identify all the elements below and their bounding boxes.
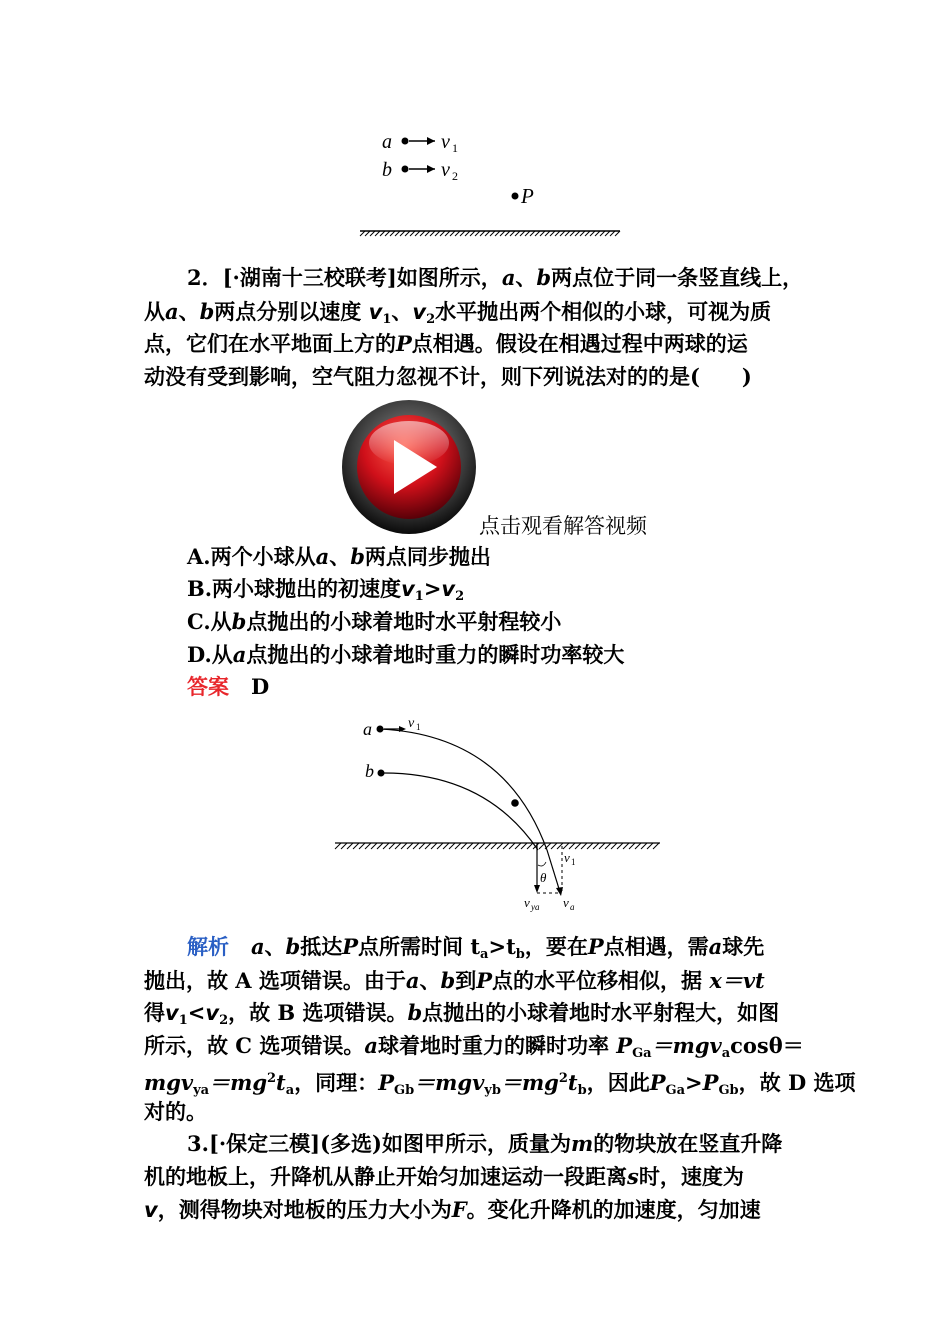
sub-Ga: Ga xyxy=(632,1046,652,1061)
fig-label-theta: θ xyxy=(540,870,547,885)
q2-sep: 、 xyxy=(178,299,200,324)
var-v2: v xyxy=(205,1001,220,1025)
q2-text: 点相遇。假设在相遇过程中两球的运 xyxy=(411,331,748,356)
var-a: a xyxy=(250,934,265,959)
hatch-mark xyxy=(515,843,521,849)
sub-2: 2 xyxy=(455,589,465,604)
q3-var-m: m xyxy=(571,1131,594,1156)
q2-sub-1: 1 xyxy=(382,312,392,327)
text: 点相遇，需 xyxy=(603,934,709,959)
hatch-mark xyxy=(569,843,575,849)
var-P: P xyxy=(587,934,604,959)
hatch-mark xyxy=(347,843,353,849)
text: 到 xyxy=(455,968,477,993)
sub-a: a xyxy=(721,1046,731,1061)
q2-line-3 xyxy=(144,329,748,359)
q2-sub-2: 2 xyxy=(426,312,436,327)
hatch-mark xyxy=(401,843,407,849)
var-P: P xyxy=(649,1070,666,1095)
sub-Gb: Gb xyxy=(718,1083,739,1098)
analysis-label: 解析 xyxy=(187,934,229,959)
answer-value: D xyxy=(250,674,270,699)
q3-line-3 xyxy=(144,1195,761,1225)
sub-2: 2 xyxy=(219,1013,229,1028)
var-b: b xyxy=(407,1000,423,1025)
text: ，要在 xyxy=(524,934,588,959)
option-text: C.从 xyxy=(187,609,232,634)
label-P: P xyxy=(521,184,534,208)
label-v1: v xyxy=(441,131,450,153)
label-a: a xyxy=(382,131,392,153)
hatch-mark xyxy=(341,843,347,849)
hatch-mark xyxy=(437,843,443,849)
q2-text: 如图所示， xyxy=(396,265,502,290)
q3-text: 如图甲所示，质量为 xyxy=(382,1131,571,1156)
var-v1: v xyxy=(401,577,415,601)
trajectory-a xyxy=(380,729,547,850)
arrow-v1-head xyxy=(427,137,435,145)
text: ，故 D 选项 xyxy=(738,1070,856,1095)
text: ，因此 xyxy=(586,1070,650,1095)
var-a: a xyxy=(364,1033,378,1058)
q2-line-4 xyxy=(144,362,752,392)
q2-var-a: a xyxy=(165,299,179,324)
q2-text: 点，它们在水平地面上方的 xyxy=(144,331,396,356)
formula: ＝mg xyxy=(500,1070,559,1095)
hatch-mark xyxy=(431,843,437,849)
video-caption[interactable]: 点击观看解答视频 xyxy=(479,514,647,538)
var-b: b xyxy=(285,934,301,959)
hatch-mark xyxy=(509,843,515,849)
hatch-mark xyxy=(503,843,509,849)
text: 抵达 xyxy=(300,934,343,959)
q2-text: 两点分别以速度 xyxy=(214,299,362,324)
var-v1: v xyxy=(165,1001,179,1025)
hatch-mark xyxy=(563,843,569,849)
hatch-mark xyxy=(575,843,581,849)
answer-line xyxy=(187,672,269,702)
text: 球着地时重力的瞬时功率 xyxy=(377,1033,609,1058)
hatch-mark xyxy=(581,843,587,849)
option-text: B.两小球抛出的初速度 xyxy=(187,576,402,601)
option-text: 点抛出的小球着地时水平射程较小 xyxy=(246,609,562,634)
hatch-mark xyxy=(599,843,605,849)
q2-var-P: P xyxy=(396,331,412,356)
formula: ＝mg xyxy=(209,1070,267,1095)
text: 点所需时间 t xyxy=(358,934,481,959)
sub-ya: ya xyxy=(193,1083,210,1098)
gt-sign: > xyxy=(685,1070,703,1095)
option-text: 两点同步抛出 xyxy=(364,544,491,569)
text: 对的。 xyxy=(144,1099,207,1124)
sep: 、 xyxy=(329,544,351,569)
hatch-mark xyxy=(443,843,449,849)
sub-Gb: Gb xyxy=(393,1083,415,1098)
hatch-mark xyxy=(383,843,389,849)
var-t: t xyxy=(567,1070,578,1095)
sep: 、 xyxy=(264,934,286,959)
q3-var-v: v xyxy=(144,1198,158,1222)
hatch-mark xyxy=(359,843,365,849)
var-P: P xyxy=(476,968,493,993)
fig-label-va: v xyxy=(563,895,569,910)
hatch-mark xyxy=(497,843,503,849)
analysis-line-5 xyxy=(144,1064,855,1106)
q2-var-a: a xyxy=(501,265,516,290)
sub-1: 1 xyxy=(414,589,424,604)
hatch-mark xyxy=(593,843,599,849)
hatch-mark xyxy=(389,843,395,849)
analysis-line-1 xyxy=(187,932,764,970)
fig-label-v1-right-sub: 1 xyxy=(571,857,576,867)
option-text: D.从 xyxy=(187,642,233,667)
fig-label-v1-sub: 1 xyxy=(416,722,421,732)
hatch-mark xyxy=(521,843,527,849)
sup-2: 2 xyxy=(558,1071,568,1086)
hatch-mark xyxy=(395,843,401,849)
hatch-mark xyxy=(365,843,371,849)
gt-sign: > xyxy=(423,576,442,601)
answer-label: 答案 xyxy=(187,674,229,699)
hatch-mark xyxy=(647,843,653,849)
fig-label-vya: v xyxy=(524,895,530,910)
fig-label-a: a xyxy=(363,719,372,739)
point-a xyxy=(402,138,409,145)
trajectory-b xyxy=(381,773,538,850)
sub-a: a xyxy=(285,1083,295,1098)
video-play-button[interactable] xyxy=(339,398,479,536)
formula: ＝mgv xyxy=(651,1033,722,1058)
fig-label-va-sub: a xyxy=(570,902,575,912)
text: 得 xyxy=(144,1000,165,1025)
hatch-mark xyxy=(629,843,635,849)
option-A xyxy=(187,542,491,572)
sup-2: 2 xyxy=(267,1071,277,1086)
q3-text: 。变化升降机的加速度，匀加速 xyxy=(466,1197,761,1222)
q2-var-v1: v xyxy=(368,300,383,324)
text: 所示，故 C 选项错误。 xyxy=(144,1033,365,1058)
sub-b: b xyxy=(577,1083,587,1098)
q3-text: 机的地板上，升降机从静止开始匀加速运动一段距离 xyxy=(144,1164,627,1189)
q3-number: 3. xyxy=(187,1131,209,1156)
analysis-line-6 xyxy=(144,1097,207,1127)
hatch-mark xyxy=(425,843,431,849)
q3-text: 时，速度为 xyxy=(638,1164,744,1189)
text: >t xyxy=(488,934,516,959)
text: ，同理： xyxy=(294,1070,379,1095)
fig-ground-hatching xyxy=(335,843,659,849)
vya-arrow-head xyxy=(534,885,540,893)
q3-source: [·保定三模] xyxy=(208,1131,321,1156)
sep: 、 xyxy=(419,968,441,993)
hatch-mark xyxy=(413,843,419,849)
q3-multi: (多选) xyxy=(320,1131,382,1156)
q2-source: [·湖南十三校联考] xyxy=(222,265,397,290)
point-P xyxy=(512,193,519,200)
q3-var-s: s xyxy=(627,1164,639,1189)
label-v1-sub: 1 xyxy=(452,141,458,155)
text: ，故 B 选项错误。 xyxy=(228,1000,408,1025)
hatch-mark xyxy=(635,843,641,849)
meeting-point xyxy=(511,799,519,807)
option-text: 点抛出的小球着地时重力的瞬时功率较大 xyxy=(246,642,625,667)
fig-label-v1: v xyxy=(408,716,415,731)
hatch-mark xyxy=(479,843,485,849)
fig-label-v1-right: v xyxy=(564,850,570,865)
var-b: b xyxy=(440,968,456,993)
hatch-mark xyxy=(419,843,425,849)
q2-text: 从 xyxy=(144,299,165,324)
hatch-mark xyxy=(605,843,611,849)
hatch-mark xyxy=(551,843,557,849)
fig-label-b: b xyxy=(365,761,374,781)
sub-b: b xyxy=(515,947,525,962)
hatch-mark xyxy=(485,843,491,849)
hatch-mark xyxy=(461,843,467,849)
sub-Ga: Ga xyxy=(665,1083,686,1098)
sub-yb: yb xyxy=(484,1083,501,1098)
hatch-mark xyxy=(617,843,623,849)
q2-line-1 xyxy=(187,263,803,293)
text: 点抛出的小球着地时水平射程大，如图 xyxy=(422,1000,780,1025)
q2-text: 两点位于同一条竖直线上， xyxy=(551,265,804,290)
label-v2: v xyxy=(441,159,450,181)
hatch-mark xyxy=(473,843,479,849)
arrow-v2-head xyxy=(427,165,435,173)
q2-var-b: b xyxy=(536,265,552,290)
hatch-mark xyxy=(335,843,341,849)
hatch-mark xyxy=(407,843,413,849)
var-a: a xyxy=(232,642,247,667)
hatch-mark xyxy=(587,843,593,849)
hatch-mark xyxy=(491,843,497,849)
q3-line-1 xyxy=(187,1129,782,1159)
q2-text: 水平抛出两个相似的小球，可视为质 xyxy=(435,299,772,324)
hatch-mark xyxy=(449,843,455,849)
q2-sep: 、 xyxy=(515,265,537,290)
sub-a: a xyxy=(480,947,489,962)
text: 球先 xyxy=(722,934,765,959)
q2-var-v2: v xyxy=(412,300,427,324)
text: 抛出，故 A 选项错误。由于 xyxy=(144,968,406,993)
q3-text: 的物块放在竖直升降 xyxy=(593,1131,783,1156)
projectile-setup-figure xyxy=(355,125,625,240)
q3-line-2 xyxy=(144,1162,744,1192)
point-b xyxy=(402,166,409,173)
option-D xyxy=(187,640,624,670)
formula: ＝mgv xyxy=(414,1070,485,1095)
sub-1: 1 xyxy=(178,1013,188,1028)
hatch-mark xyxy=(467,843,473,849)
q3-text: ，测得物块对地板的压力大小为 xyxy=(157,1197,452,1222)
var-a: a xyxy=(708,934,723,959)
option-C xyxy=(187,607,561,637)
option-text: A.两个小球从 xyxy=(187,544,316,569)
q2-number: 2． xyxy=(187,265,223,290)
trajectory-figure xyxy=(330,710,670,915)
theta-arc xyxy=(538,862,546,866)
formula: cosθ＝ xyxy=(730,1033,804,1058)
formula: mgv xyxy=(144,1070,194,1095)
analysis-line-2 xyxy=(144,966,765,996)
fig-label-vya-sub: ya xyxy=(531,902,540,912)
hatch-mark xyxy=(623,843,629,849)
var-P: P xyxy=(342,934,359,959)
var-P: P xyxy=(378,1070,394,1095)
var-P: P xyxy=(702,1070,719,1095)
var-b: b xyxy=(350,544,365,569)
var-b: b xyxy=(231,609,247,634)
label-v2-sub: 2 xyxy=(452,169,458,183)
hatch-mark xyxy=(527,843,533,849)
lt-sign: < xyxy=(187,1000,206,1025)
q2-text: 动没有受到影响，空气阻力忽视不计，则下列说法对的的是( ) xyxy=(144,364,752,389)
var-t: t xyxy=(276,1070,286,1095)
var-a: a xyxy=(405,968,420,993)
hatch-mark xyxy=(611,843,617,849)
formula: x＝vt xyxy=(709,968,765,993)
hatch-mark xyxy=(641,843,647,849)
q2-sep: 、 xyxy=(391,299,413,324)
var-v2: v xyxy=(441,577,456,601)
var-P: P xyxy=(616,1033,633,1058)
var-a: a xyxy=(315,544,330,569)
q2-var-b: b xyxy=(199,299,215,324)
va-arrow xyxy=(547,850,560,892)
hatch-mark xyxy=(377,843,383,849)
hatch-mark xyxy=(371,843,377,849)
hatch-mark xyxy=(539,843,545,849)
hatch-mark xyxy=(455,843,461,849)
hatch-mark xyxy=(653,843,659,849)
hatch-mark xyxy=(353,843,359,849)
text: 点的水平位移相似，据 xyxy=(492,968,703,993)
label-b: b xyxy=(382,159,392,181)
q3-var-F: F xyxy=(451,1197,467,1222)
